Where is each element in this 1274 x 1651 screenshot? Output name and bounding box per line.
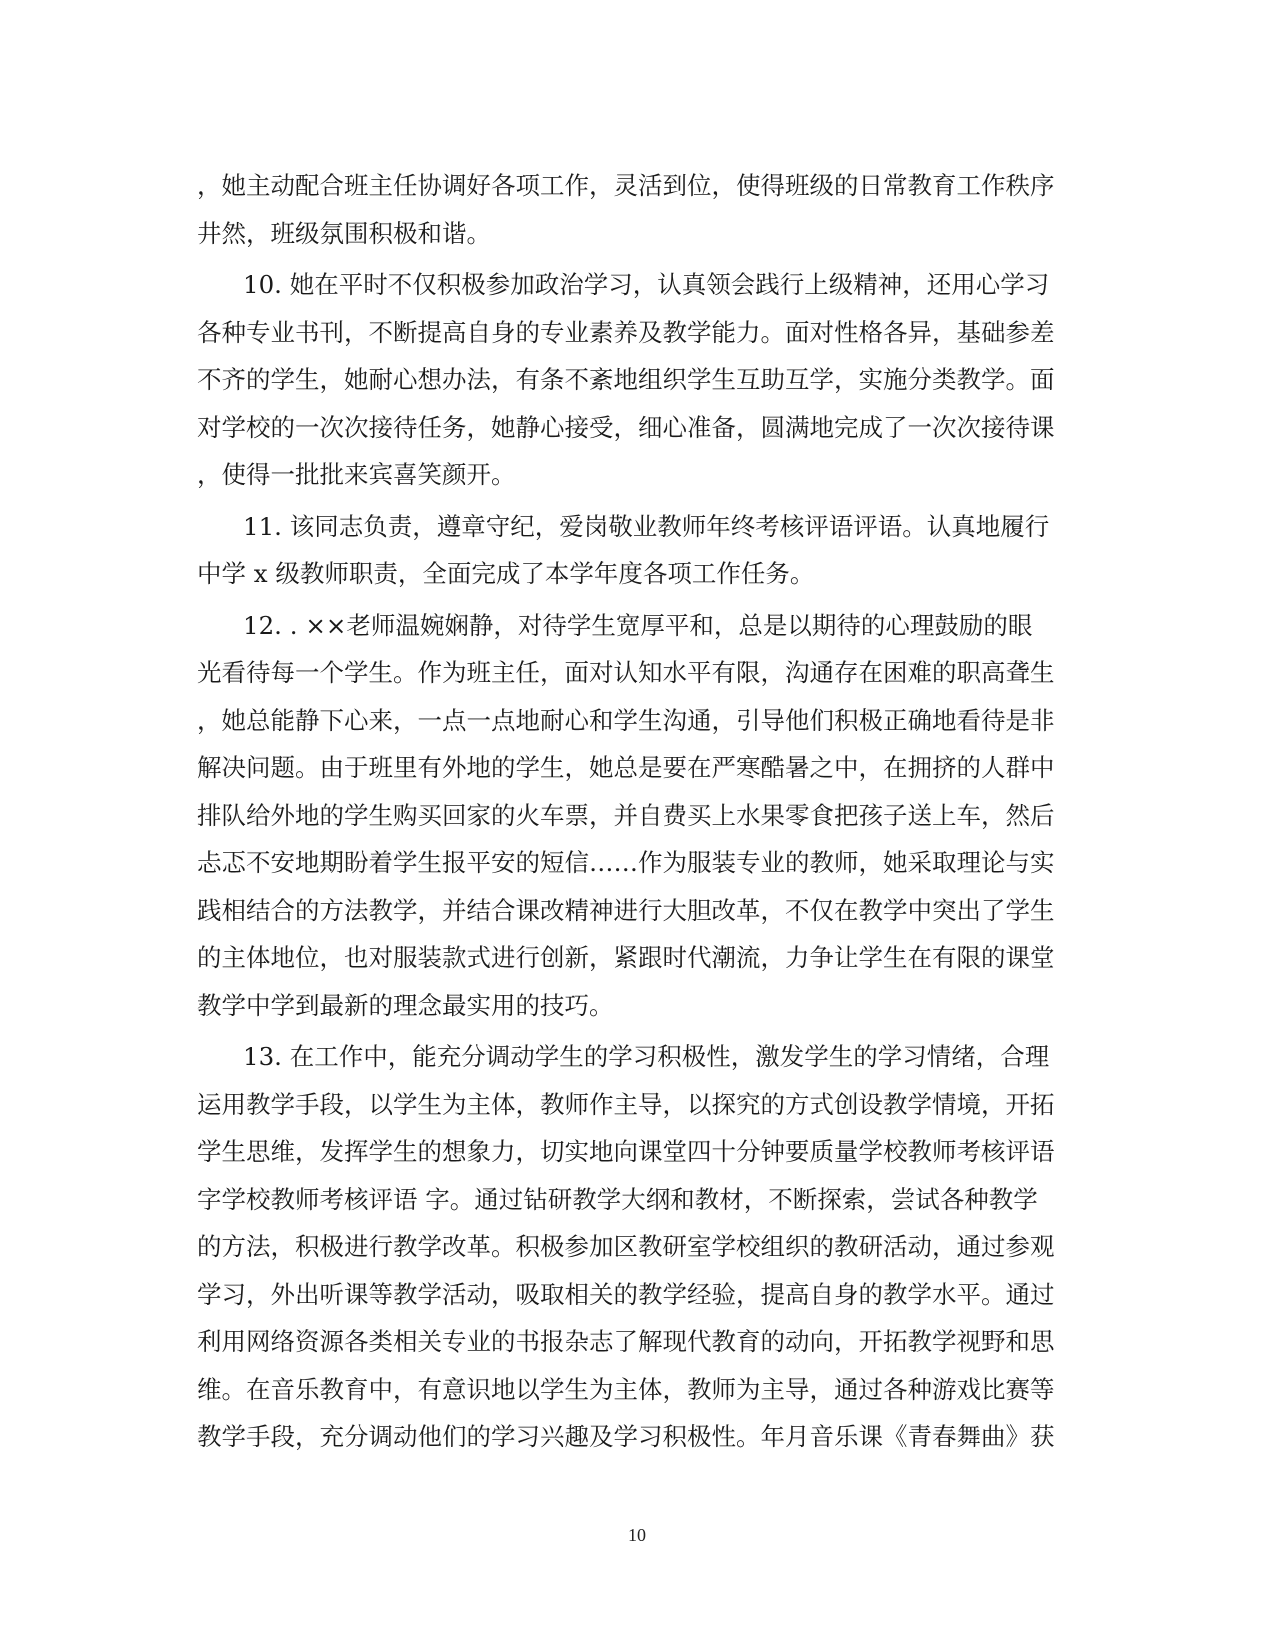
paragraph-item-12 [197, 602, 1077, 1030]
text-line: 井然，班级氛围积极和谐。 [197, 218, 491, 248]
text-line: 践相结合的方法教学，并结合课改精神进行大胆改革，不仅在教学中突出了学生 [197, 895, 1055, 925]
text-line: 各种专业书刊，不断提高自身的专业素养及教学能力。面对性格各异，基础参差 [197, 317, 1055, 347]
text-line: 忐忑不安地期盼着学生报平安的短信……作为服装专业的教师，她采取理论与实 [197, 848, 1055, 877]
text-line: 13. 在工作中，能充分调动学生的学习积极性，激发学生的学习情绪，合理 [243, 1042, 1050, 1071]
text-line: 教学手段，充分调动他们的学习兴趣及学习积极性。年月音乐课《青春舞曲》获 [197, 1422, 1055, 1451]
paragraph-item-10 [197, 261, 1077, 499]
text-line: 中学 x 级教师职责，全面完成了本学年度各项工作任务。 [197, 559, 815, 588]
page-number: 10 [628, 1525, 646, 1545]
text-line: 利用网络资源各类相关专业的书报杂志了解现代教育的动向，开拓教学视野和思 [197, 1327, 1055, 1356]
paragraph-item-13 [197, 1033, 1077, 1461]
text-line: 学生思维，发挥学生的想象力，切实地向课堂四十分钟要质量学校教师考核评语 [197, 1137, 1055, 1166]
text-line: 学习，外出听课等教学活动，吸取相关的教学经验，提高自身的教学水平。通过 [197, 1279, 1055, 1309]
text-line: 的主体地位，也对服装款式进行创新，紧跟时代潮流，力争让学生在有限的课堂 [197, 943, 1055, 972]
text-line: 解决问题。由于班里有外地的学生，她总是要在严寒酷暑之中，在拥挤的人群中 [197, 753, 1055, 782]
text-line: 10. 她在平时不仅积极参加政治学习，认真领会践行上级精神，还用心学习 [243, 270, 1050, 299]
text-line: ，她总能静下心来，一点一点地耐心和学生沟通，引导他们积极正确地看待是非 [197, 705, 1055, 735]
text-line: ，她主动配合班主任协调好各项工作，灵活到位，使得班级的日常教育工作秩序 [197, 171, 1055, 200]
text-line: 光看待每一个学生。作为班主任，面对认知水平有限，沟通存在困难的职高聋生 [197, 658, 1055, 687]
paragraph-item-11 [197, 503, 1077, 598]
text-line: 12. . ××老师温婉娴静，对待学生宽厚平和，总是以期待的心理鼓励的眼 [243, 610, 1033, 640]
text-line: 11. 该同志负责，遵章守纪，爱岗敬业教师年终考核评语评语。认真地履行 [243, 511, 1050, 541]
text-line: 排队给外地的学生购买回家的火车票，并自费买上水果零食把孩子送上车，然后 [197, 800, 1055, 830]
paragraph-continued [197, 162, 1077, 257]
text-line: 教学中学到最新的理念最实用的技巧。 [197, 990, 614, 1020]
text-line: 运用教学手段，以学生为主体，教师作主导，以探究的方式创设教学情境，开拓 [197, 1089, 1055, 1119]
text-line: ，使得一批批来宾喜笑颜开。 [197, 460, 516, 489]
text-line: 的方法，积极进行教学改革。积极参加区教研室学校组织的教研活动，通过参观 [197, 1232, 1055, 1261]
text-line: 字学校教师考核评语 字。通过钻研教学大纲和教材，不断探索，尝试各种教学 [197, 1184, 1038, 1214]
text-line: 对学校的一次次接待任务，她静心接受，细心准备，圆满地完成了一次次接待课 [197, 412, 1055, 442]
document-body [197, 162, 1077, 1465]
text-line: 不齐的学生，她耐心想办法，有条不紊地组织学生互助互学，实施分类教学。面 [197, 365, 1055, 394]
text-line: 维。在音乐教育中，有意识地以学生为主体，教师为主导，通过各种游戏比赛等 [197, 1374, 1055, 1404]
